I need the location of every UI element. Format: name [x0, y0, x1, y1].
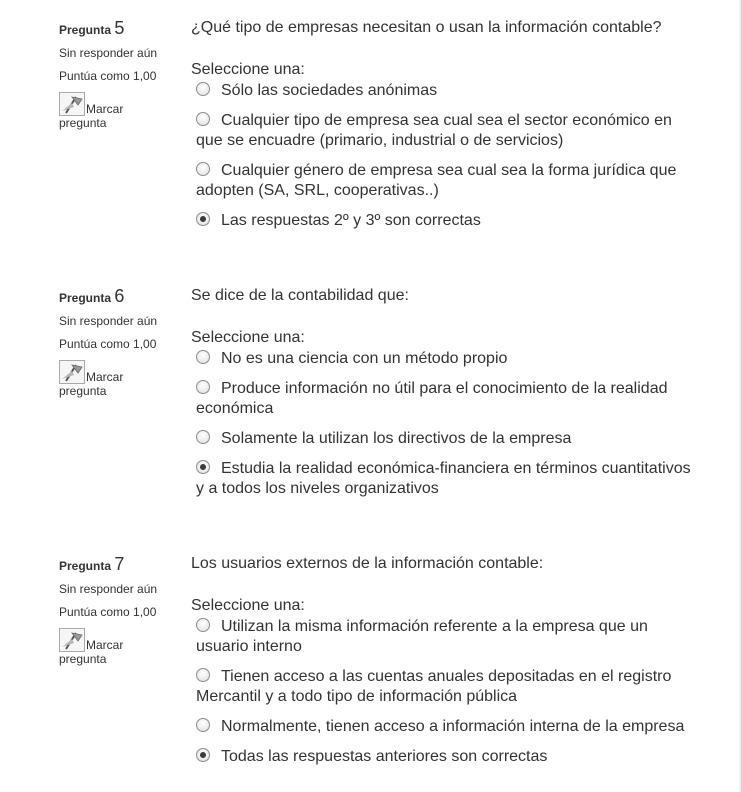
flag-icon[interactable] [59, 360, 85, 384]
flag-label[interactable]: Marcar [86, 638, 124, 652]
answer-label[interactable]: Cualquier tipo de empresa sea cual sea el sector económico en que se encuadre (primario, industrial o de servicios) [196, 112, 672, 149]
question-grade: Puntúa como 1,00 [59, 337, 157, 351]
answer-label[interactable]: Cualquier género de empresa sea cual sea la forma jurídica que adopten (SA, SRL, cooperativas..) [196, 162, 677, 199]
flag-question-button[interactable] [59, 360, 179, 398]
question-number: Pregunta 7 [59, 554, 125, 574]
question-number-value: 7 [114, 554, 125, 574]
question-content [191, 554, 731, 777]
answer-list [191, 349, 731, 499]
radio-button[interactable] [196, 350, 210, 364]
answer-option[interactable] [191, 161, 696, 201]
question-text: Se dice de la contabilidad que: [191, 287, 409, 304]
answer-label[interactable]: Las respuestas 2º y 3º son correctas [221, 212, 481, 229]
question-content [191, 286, 731, 509]
radio-button[interactable] [196, 162, 210, 176]
answer-option[interactable] [191, 211, 696, 231]
question-info [59, 18, 179, 130]
radio-button[interactable] [196, 380, 210, 394]
flag-label-2[interactable]: pregunta [59, 116, 107, 130]
answer-option[interactable] [191, 459, 696, 499]
answer-label[interactable]: Tienen acceso a las cuentas anuales depositadas en el registro Mercantil y a todo tipo de información pública [196, 668, 672, 705]
answer-list [191, 81, 731, 231]
question-state: Sin responder aún [59, 582, 158, 596]
answer-option[interactable] [191, 429, 696, 449]
question-info [59, 286, 179, 398]
radio-button[interactable] [196, 112, 210, 126]
flag-icon[interactable] [59, 92, 85, 116]
answer-label[interactable]: Normalmente, tienen acceso a información interna de la empresa [221, 718, 685, 735]
radio-button-selected[interactable] [196, 460, 210, 474]
answer-option[interactable] [191, 349, 696, 369]
answer-list [191, 617, 731, 767]
radio-button[interactable] [196, 430, 210, 444]
question-number-value: 5 [114, 18, 125, 38]
answer-label[interactable]: No es una ciencia con un método propio [221, 350, 508, 367]
flag-label-2[interactable]: pregunta [59, 384, 107, 398]
radio-button[interactable] [196, 668, 210, 682]
question-number: Pregunta 5 [59, 18, 125, 38]
flag-icon[interactable] [59, 628, 85, 652]
question-info [59, 554, 179, 666]
answer-option[interactable] [191, 717, 696, 737]
question-state: Sin responder aún [59, 314, 158, 328]
answer-prompt: Seleccione una: [191, 329, 305, 346]
flag-label[interactable]: Marcar [86, 102, 124, 116]
radio-button[interactable] [196, 82, 210, 96]
question-text: Los usuarios externos de la información contable: [191, 555, 544, 572]
flag-label[interactable]: Marcar [86, 370, 124, 384]
radio-button-selected[interactable] [196, 212, 210, 226]
radio-button-selected[interactable] [196, 748, 210, 762]
answer-option[interactable] [191, 747, 696, 767]
flag-question-button[interactable] [59, 628, 179, 666]
answer-label[interactable]: Estudia la realidad económica-financiera en términos cuantitativos y a todos los niveles organizativos [196, 460, 691, 497]
answer-label[interactable]: Sólo las sociedades anónimas [221, 82, 438, 99]
question-number-value: 6 [114, 286, 125, 306]
question-state: Sin responder aún [59, 46, 158, 60]
radio-button[interactable] [196, 718, 210, 732]
radio-button[interactable] [196, 618, 210, 632]
answer-label[interactable]: Utilizan la misma información referente a la empresa que un usuario interno [196, 618, 648, 655]
question-grade: Puntúa como 1,00 [59, 605, 157, 619]
answer-option[interactable] [191, 667, 696, 707]
question-text: ¿Qué tipo de empresas necesitan o usan la información contable? [191, 19, 662, 36]
answer-label[interactable]: Solamente la utilizan los directivos de la empresa [221, 430, 572, 447]
answer-option[interactable] [191, 81, 696, 101]
question-grade: Puntúa como 1,00 [59, 69, 157, 83]
flag-label-2[interactable]: pregunta [59, 652, 107, 666]
answer-prompt: Seleccione una: [191, 597, 305, 614]
question-content [191, 18, 731, 241]
answer-option[interactable] [191, 617, 696, 657]
answer-option[interactable] [191, 111, 696, 151]
question-number: Pregunta 6 [59, 286, 125, 306]
answer-label[interactable]: Todas las respuestas anteriores son correctas [221, 748, 548, 765]
flag-question-button[interactable] [59, 92, 179, 130]
answer-prompt: Seleccione una: [191, 61, 305, 78]
answer-option[interactable] [191, 379, 696, 419]
answer-label[interactable]: Produce información no útil para el conocimiento de la realidad económica [196, 380, 668, 417]
